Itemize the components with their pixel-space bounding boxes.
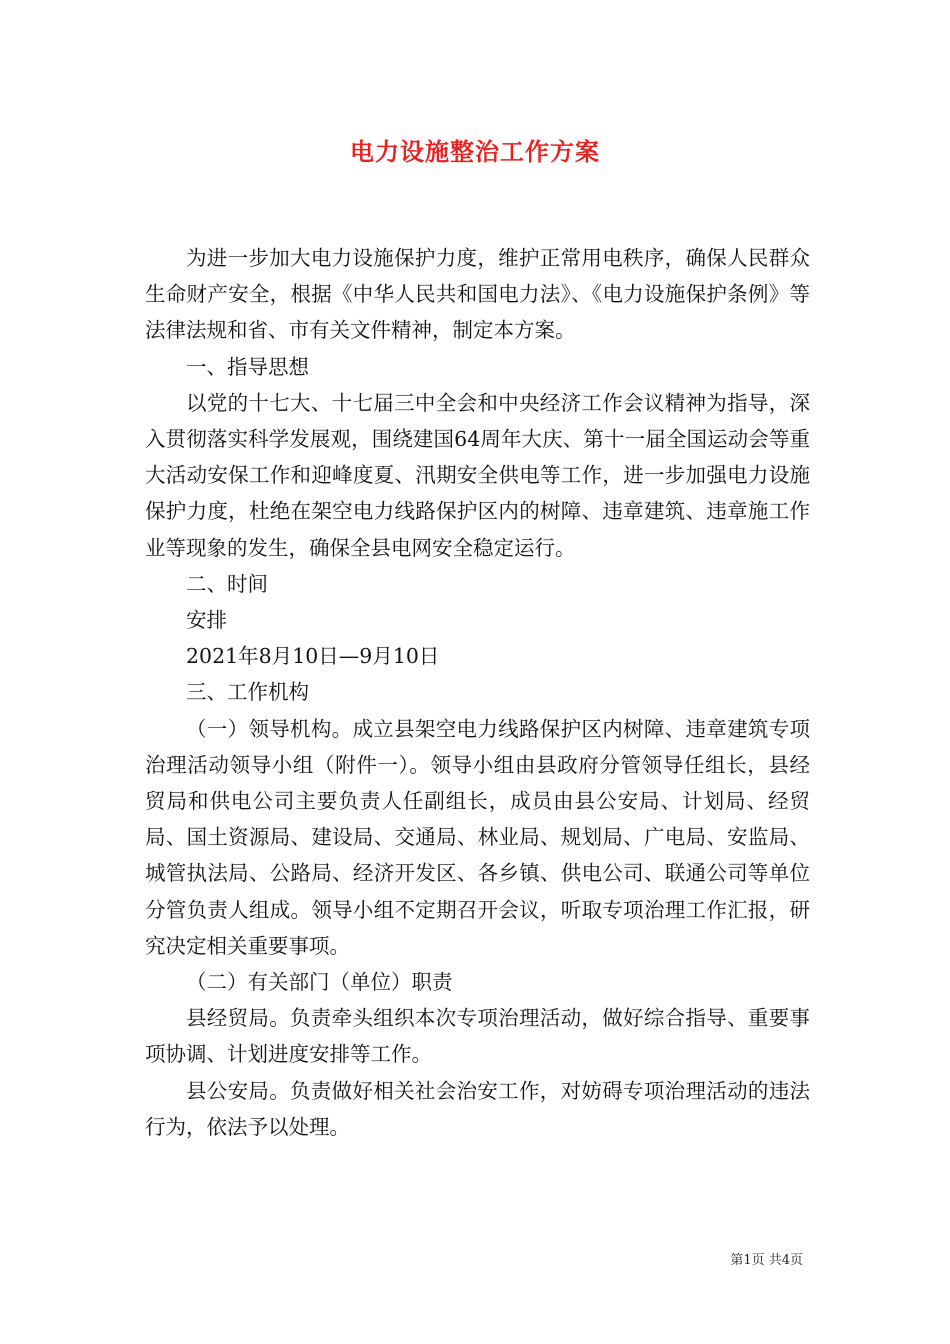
- page-title: 电力设施整治工作方案: [350, 137, 600, 166]
- economic-bureau-duty: 县经贸局。负责牵头组织本次专项治理活动，做好综合指导、重要事项协调、计划进度安排等工作。: [145, 1006, 810, 1067]
- time-period: 2021年8月10日—9月10日: [186, 644, 440, 669]
- section-heading-guiding-thought: 一、指导思想: [186, 354, 309, 379]
- leadership-paragraph: （一）领导机构。成立县架空电力线路保护区内树障、违章建筑专项治理活动领导小组（附件一）。领导小组由县政府分管领导任组长，县经贸局和供电公司主要负责人任副组长，成员由县公安局、计划局、经贸局、国土资源局、建设局、交通局、林业局、规划局、广电局、安监局、城管执法局、公路局、经济开发区、各乡镇、供电公司、联通公司等单位分管负责人组成。领导小组不定期召开会议，听取专项治理工作汇报，研究决定相关重要事项。: [145, 716, 810, 958]
- time-arrangement-label: 安排: [186, 608, 227, 633]
- public-security-duty: 县公安局。负责做好相关社会治安工作，对妨碍专项治理活动的违法行为，依法予以处理。: [145, 1078, 810, 1139]
- intro-paragraph: 为进一步加大电力设施保护力度，维护正常用电秩序，确保人民群众生命财产安全，根据《中华人民共和国电力法》、《电力设施保护条例》等法律法规和省、市有关文件精神，制定本方案。: [145, 246, 810, 343]
- section-heading-organization: 三、工作机构: [186, 680, 309, 705]
- section-heading-time: 二、时间: [186, 571, 268, 596]
- subsection-heading-duties: （二）有关部门（单位）职责: [186, 970, 453, 995]
- page-number: 第1页 共4页: [730, 1253, 803, 1268]
- document-body: [145, 240, 810, 1145]
- guiding-thought-paragraph: 以党的十七大、十七届三中全会和中央经济工作会议精神为指导，深入贯彻落实科学发展观，围绕建国64周年大庆、第十一届全国运动会等重大活动安保工作和迎峰度夏、汛期安全供电等工作，进一步加强电力设施保护力度，杜绝在架空电力线路保护区内的树障、违章建筑、违章施工作业等现象的发生，确保全县电网安全稳定运行。: [145, 390, 810, 560]
